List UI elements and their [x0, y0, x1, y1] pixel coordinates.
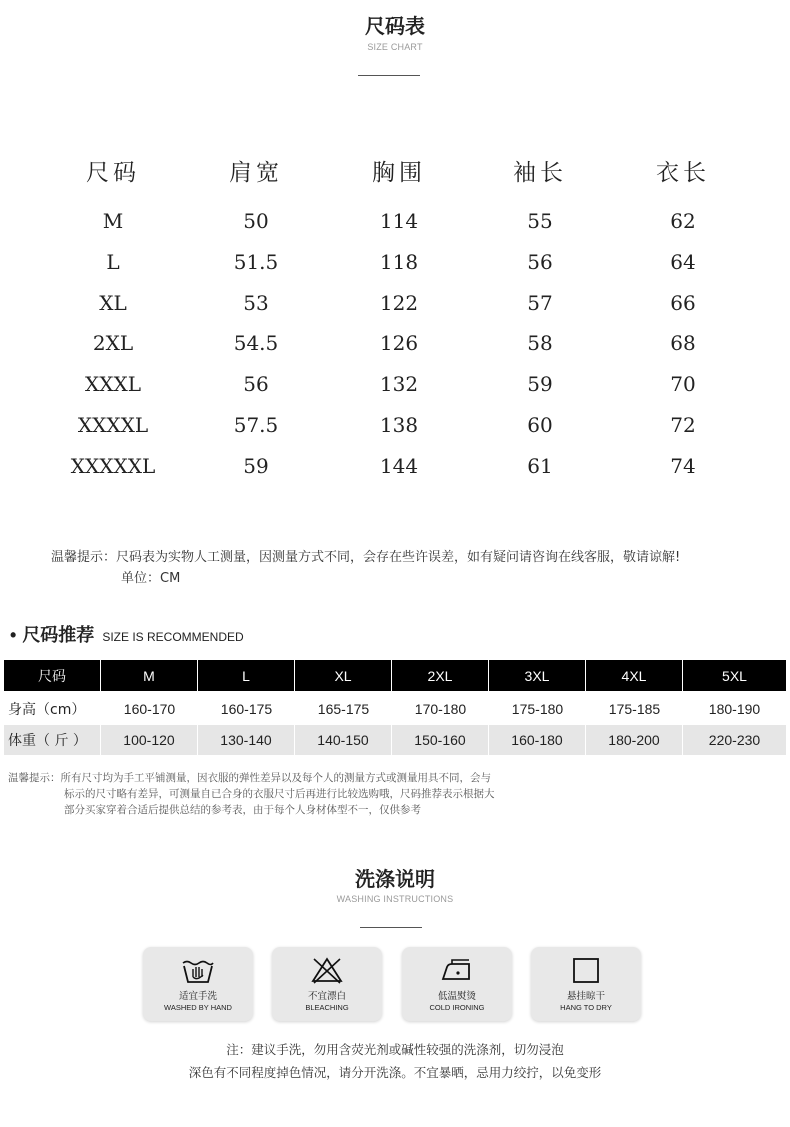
header-sleeve: 袖长 [513, 160, 567, 186]
table-header: M [101, 660, 198, 691]
washing-title: 洗涤说明 [355, 867, 435, 891]
recommend-bullet: • [10, 625, 17, 645]
washing-subtitle: WASHING INSTRUCTIONS [336, 894, 454, 904]
table-cell: 122 [379, 291, 419, 315]
hand-wash-icon [180, 955, 216, 985]
table-cell: 54.5 [233, 331, 279, 355]
table-cell: 160-170 [101, 694, 198, 724]
table-header: L [198, 660, 295, 691]
table-cell: 59 [243, 454, 269, 478]
header-size: 尺码 [86, 160, 140, 186]
table-cell: 50 [243, 209, 269, 233]
washing-divider [360, 927, 422, 928]
header-chest: 胸围 [372, 160, 426, 186]
wash-card-hang [531, 947, 641, 1021]
table-cell: XL [99, 291, 127, 315]
table-cell: 59 [527, 372, 553, 396]
table-cell: 180-200 [586, 725, 683, 755]
table-cell: 160-175 [198, 694, 295, 724]
size-chart-title: 尺码表 [365, 14, 425, 38]
size-chart-divider [358, 75, 420, 76]
wash-card-label: 悬挂晾干 [566, 991, 605, 1002]
wash-card-label: 不宜漂白 [307, 991, 346, 1002]
size-chart-subtitle: SIZE CHART [367, 42, 423, 52]
table-cell: 57.5 [233, 413, 279, 437]
iron-icon [439, 955, 475, 985]
wash-card-label-en: BLEACHING [305, 1003, 349, 1012]
recommend-tip-line2: 标示的尺寸略有差异，可测量自已合身的衣服尺寸后再进行比较选购哦，尺码推荐表示根据大 [64, 788, 495, 800]
table-cell: 150-160 [392, 725, 489, 755]
row-label-weight: 体重（ 斤 ） [4, 725, 101, 755]
table-cell: XXXXL [77, 413, 149, 437]
table-cell: L [106, 250, 120, 274]
table-cell: 170-180 [392, 694, 489, 724]
row-label-height: 身高（cm） [4, 694, 101, 724]
table-cell: 220-230 [683, 725, 786, 755]
table-cell: 58 [527, 331, 553, 355]
wash-card-bleach [272, 947, 382, 1021]
table-cell: 126 [379, 331, 419, 355]
table-cell: 144 [379, 454, 419, 478]
wash-card-label: 适宜手洗 [178, 991, 217, 1002]
table-cell: 165-175 [295, 694, 392, 724]
size-chart-unit: 单位：CM [121, 571, 181, 586]
table-cell: 180-190 [683, 694, 786, 724]
table-cell: 56 [243, 372, 269, 396]
table-cell: 175-185 [586, 694, 683, 724]
table-cell: 57 [527, 291, 553, 315]
table-cell: 140-150 [295, 725, 392, 755]
wash-card-label-en: HANG TO DRY [560, 1003, 612, 1012]
header-shoulder: 肩宽 [229, 160, 283, 186]
recommend-tip-line1: 温馨提示：所有尺寸均为手工平铺测量，因衣服的弹性差异以及每个人的测量方式或测量用具不同，会与 [8, 772, 491, 784]
table-header: 4XL [586, 660, 683, 691]
wash-card-label-en: WASHED BY HAND [164, 1003, 232, 1012]
wash-card-hand [143, 947, 253, 1021]
table-cell: M [102, 209, 124, 233]
table-header: 3XL [489, 660, 586, 691]
washing-note-line1: 注：建议手洗，勿用含荧光剂或碱性较强的洗涤剂，切勿浸泡 [226, 1042, 564, 1057]
table-cell: 51.5 [233, 250, 279, 274]
table-cell: 130-140 [198, 725, 295, 755]
washing-note-line2: 深色有不同程度掉色情况，请分开洗涤。不宜暴晒，忌用力绞拧，以免变形 [188, 1065, 602, 1080]
table-cell: 61 [527, 454, 553, 478]
table-cell: 2XL [92, 331, 134, 355]
size-chart-tip: 温馨提示：尺码表为实物人工测量，因测量方式不同，会存在些许误差，如有疑问请咨询在线客服，敬请谅解! [51, 550, 681, 565]
hang-dry-icon [568, 955, 604, 985]
wash-card-label: 低温熨烫 [437, 991, 476, 1002]
table-cell: XXXL [85, 372, 141, 396]
table-row [4, 694, 786, 724]
recommend-title: 尺码推荐 [22, 625, 95, 646]
table-cell: 55 [527, 209, 553, 233]
no-bleach-icon [309, 955, 345, 985]
table-cell: 132 [379, 372, 419, 396]
table-cell: 118 [379, 250, 419, 274]
table-cell: 62 [670, 209, 696, 233]
table-row [4, 725, 786, 755]
wash-card-iron [402, 947, 512, 1021]
table-cell: 64 [670, 250, 696, 274]
table-header: 5XL [683, 660, 786, 691]
table-cell: 138 [379, 413, 419, 437]
table-cell: 60 [527, 413, 553, 437]
table-header: XL [295, 660, 392, 691]
recommend-tip-line3: 部分买家穿着合适后提供总结的参考表，由于每个人身材体型不一，仅供参考 [64, 804, 421, 816]
header-length: 衣长 [656, 160, 710, 186]
table-cell: XXXXXL [70, 454, 156, 478]
table-cell: 100-120 [101, 725, 198, 755]
recommend-subtitle: SIZE IS RECOMMENDED [102, 630, 244, 644]
table-header: 尺码 [4, 660, 101, 691]
table-cell: 70 [670, 372, 696, 396]
table-cell: 114 [379, 209, 419, 233]
recommend-header-row [4, 660, 786, 691]
table-cell: 72 [670, 413, 696, 437]
table-cell: 53 [243, 291, 269, 315]
table-cell: 74 [670, 454, 696, 478]
table-cell: 175-180 [489, 694, 586, 724]
table-cell: 66 [670, 291, 696, 315]
recommend-heading [10, 621, 244, 647]
table-header: 2XL [392, 660, 489, 691]
table-cell: 56 [527, 250, 553, 274]
table-cell: 160-180 [489, 725, 586, 755]
table-cell: 68 [670, 331, 696, 355]
wash-card-label-en: COLD IRONING [429, 1003, 485, 1012]
